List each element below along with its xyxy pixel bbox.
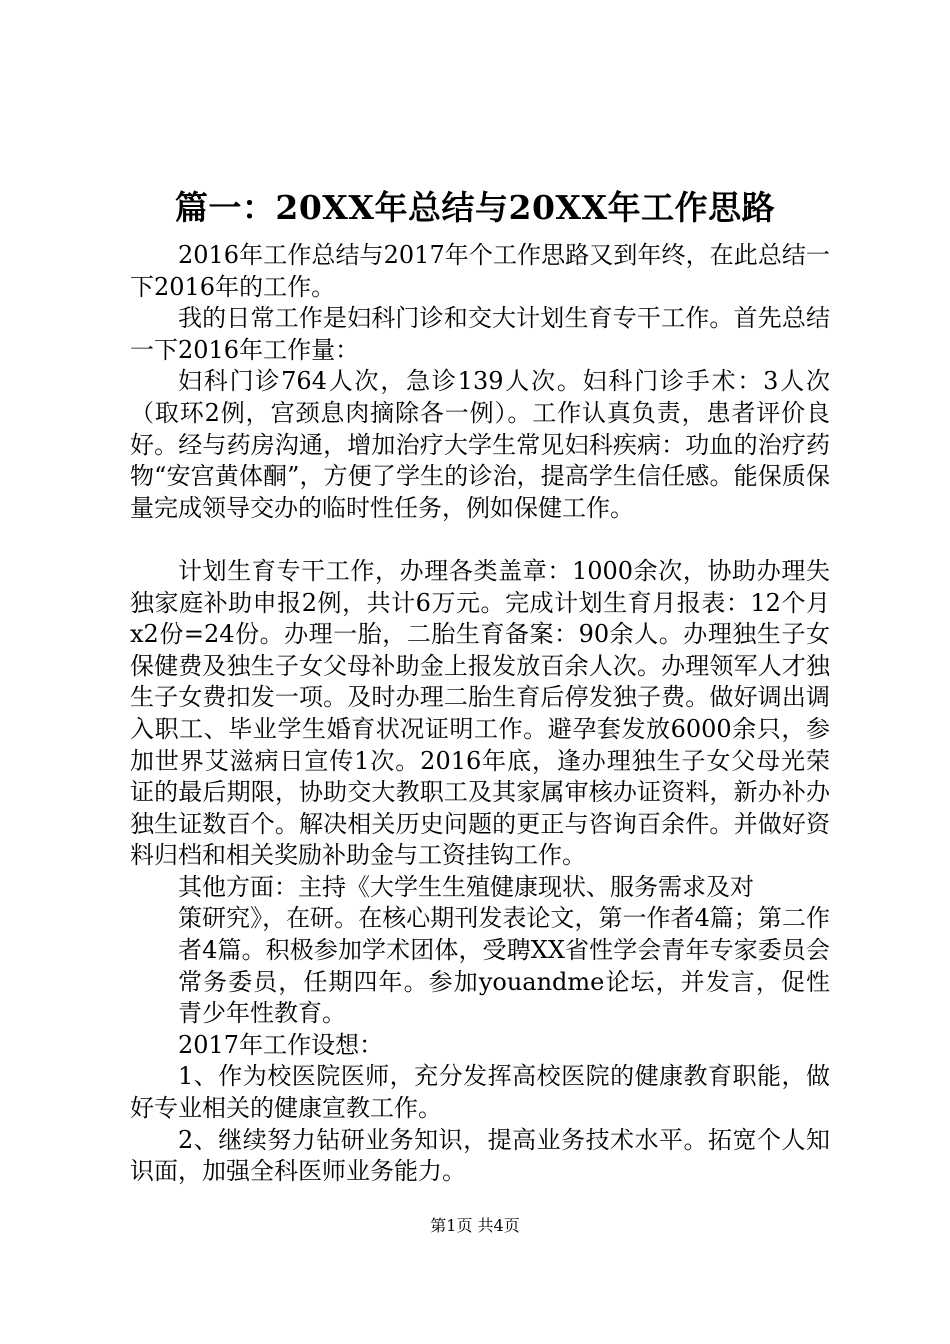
- paragraph-gynecology: 妇科门诊764人次，急诊139人次。妇科门诊手术：3人次（取环2例，宫颈息肉摘除各一例）。工作认真负责，患者评价良好。经与药房沟通，增加治疗大学生常见妇科疾病：功血的治疗药物“安宫黄体酮”，方便了学生的诊治，提高学生信任感。能保质保量完成领导交办的临时性任务，例如保健工作。: [130, 367, 830, 522]
- page-footer: 第1页 共4页: [430, 1216, 520, 1235]
- paragraph-family-planning: 计划生育专干工作，办理各类盖章：1000余次，协助办理失独家庭补助申报2例，共计6万元。完成计划生育月报表：12个月x2份=24份。办理一胎，二胎生育备案：90余人。办理独生子女保健费及独生子女父母补助金上报发放百余人次。办理领军人才独生子女费扣发一项。及时办理二胎生育后停发独子费。做好调出调入职工、毕业学生婚育状况证明工作。避孕套发放6000余只，参加世界艾滋病日宣传1次。2016年底，逢办理独生子女父母光荣证的最后期限，协助交大教职工及其家属审核办证资料，新办补办独生证数百个。解决相关历史问题的更正与咨询百余件。并做好资料归档和相关奖励补助金与工资挂钩工作。: [130, 556, 830, 870]
- paragraph-plan-heading: 2017年工作设想：: [178, 1030, 384, 1059]
- document-title: 篇一：20XX年总结与20XX年工作思路: [174, 188, 776, 227]
- paragraph-plan-item-2: 2、继续努力钻研业务知识，提高业务技术水平。拓宽个人知识面，加强全科医师业务能力。: [130, 1125, 830, 1186]
- paragraph-daily-work: 我的日常工作是妇科门诊和交大计划生育专干工作。首先总结一下2016年工作量：: [130, 304, 830, 364]
- paragraph-research: 策研究》，在研。在核心期刊发表论文，第一作者4篇；第二作者4篇。积极参加学术团体，受聘XX省性学会青年专家委员会常务委员，任期四年。参加youandme论坛，并发言，促性青少年性教育。: [178, 904, 830, 1028]
- paragraph-plan-item-1: 1、作为校医院医师，充分发挥高校医院的健康教育职能，做好专业相关的健康宣教工作。: [130, 1062, 830, 1123]
- document-body: [130, 240, 830, 1188]
- paragraph-other-aspects: 其他方面：主持《大学生生殖健康现状、服务需求及对: [178, 872, 754, 901]
- paragraph-intro: 2016年工作总结与2017年个工作思路又到年终，在此总结一下2016年的工作。: [130, 241, 830, 301]
